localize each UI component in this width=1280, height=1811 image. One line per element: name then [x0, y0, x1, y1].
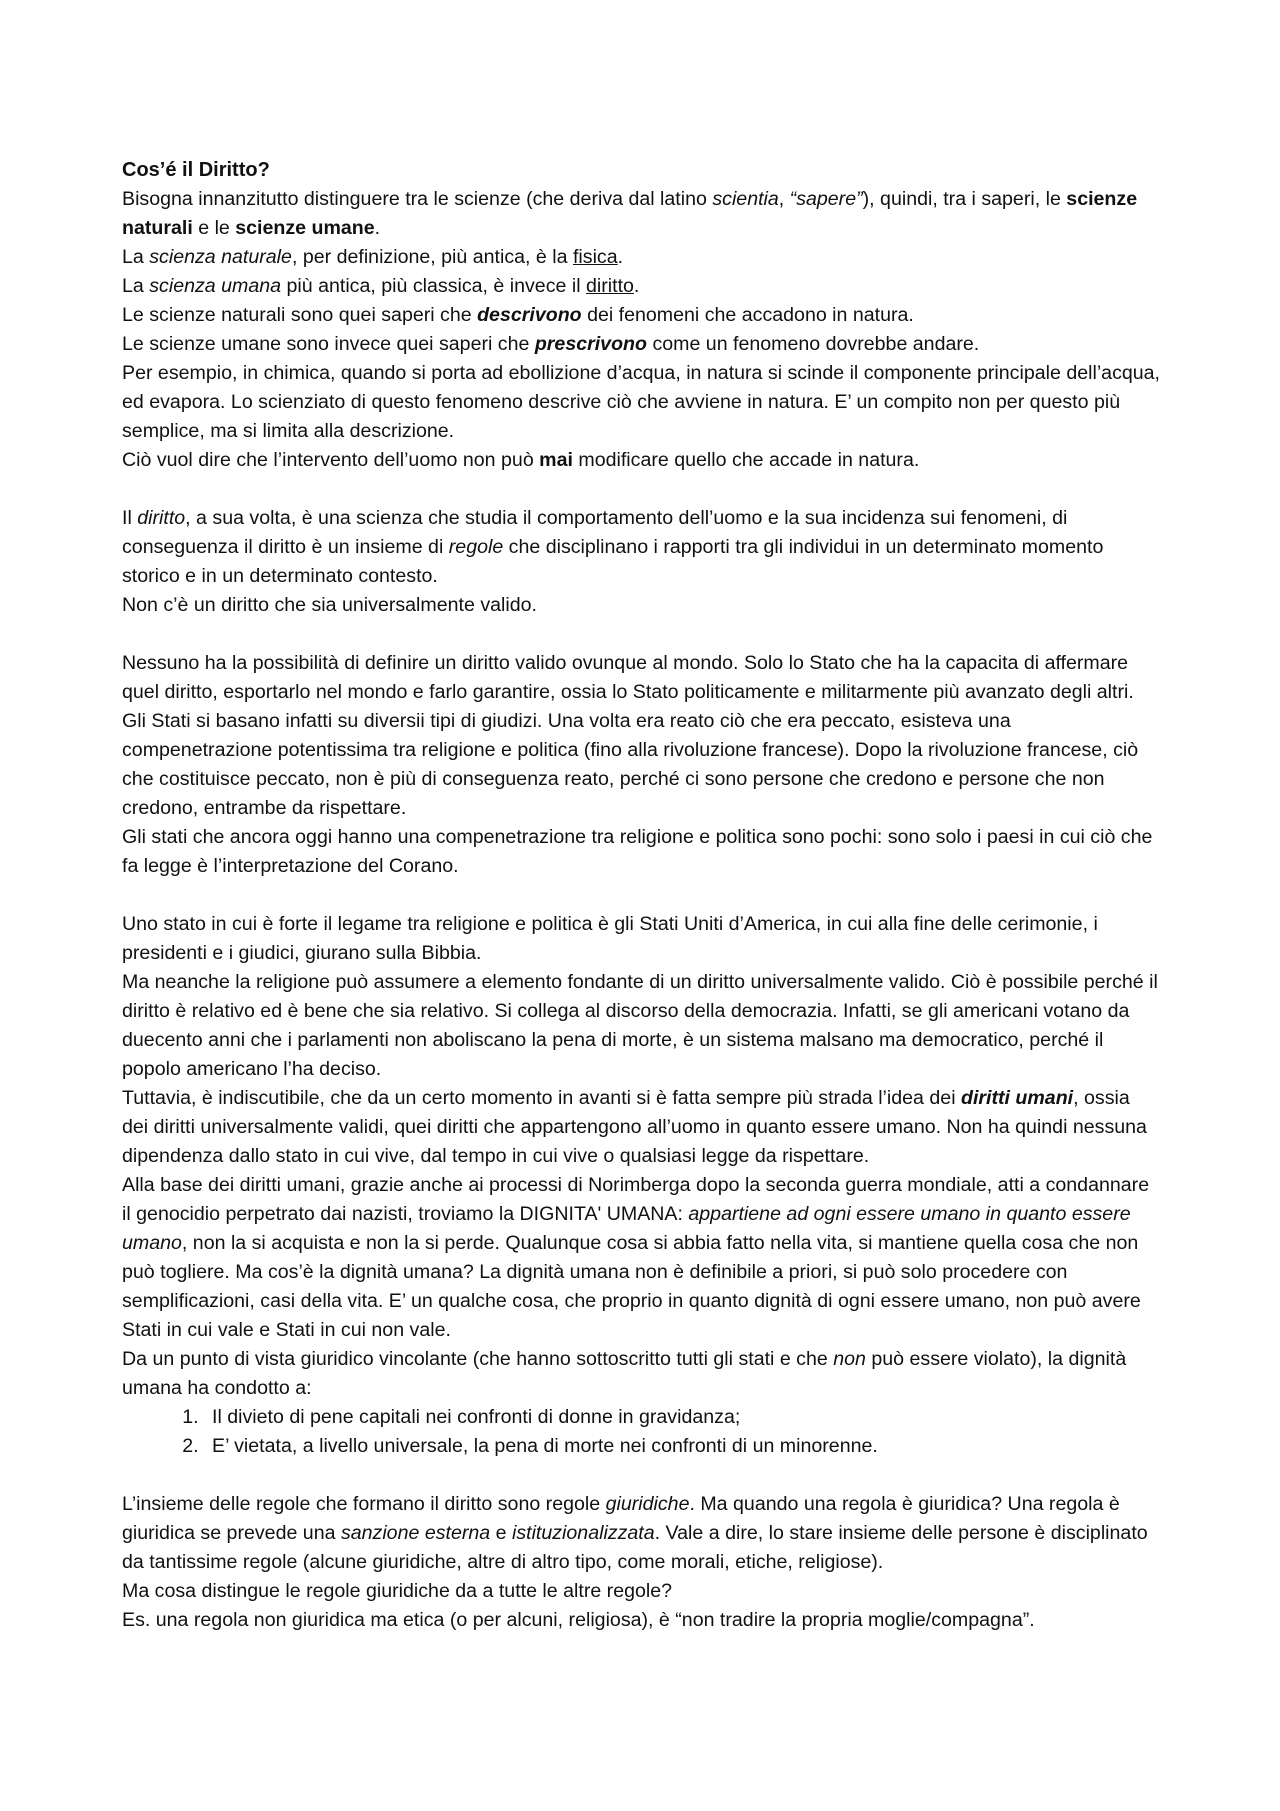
- paragraph-scienze: Bisogna innanzitutto distinguere tra le scienze (che deriva dal latino scientia, “sapere”), quindi, tra i saperi, le scienze naturali e le scienze umane.: [122, 188, 1138, 239]
- paragraph-non-universale: Non c’è un diritto che sia universalmente valido.: [122, 594, 537, 616]
- list-item: 2. E’ vietata, a livello universale, la pena di morte nei confronti di un minorenne.: [204, 1432, 1160, 1461]
- paragraph-dignita-umana: Alla base dei diritti umani, grazie anche ai processi di Norimberga dopo la seconda guerra mondiale, atti a condannare il genocidio perpetrato dai nazisti, troviamo la DIGNITA' UMANA: appartiene ad ogni essere umano in quanto essere umano, non la si acquista e non la si perde. Qualunque cosa si abbia fatto nella vita, si mantiene quella cosa che non può togliere. Ma cos’è la dignità umana? La dignità umana non è definibile a priori, si può solo procedere con semplificazioni, casi della vita. E’ un qualche cosa, che proprio in quanto dignità di ogni essere umano, non può avere Stati in cui vale e Stati in cui non vale.: [122, 1174, 1150, 1341]
- paragraph-gap: [122, 1461, 1160, 1490]
- paragraph-gap: [122, 620, 1160, 649]
- paragraph-diritti-umani: Tuttavia, è indiscutibile, che da un certo momento in avanti si è fatta sempre più strada l’idea dei diritti umani, ossia dei diritti universalmente validi, quei diritti che appartengono all’uomo in quanto essere umano. Non ha quindi nessuna dipendenza dallo stato in cui vive, dal tempo in cui vive o qualsiasi legge da rispettare.: [122, 1087, 1147, 1167]
- page-title: Cos’é il Diritto?: [122, 159, 270, 181]
- paragraph-scienza-umana: La scienza umana più antica, più classica, è invece il diritto.: [122, 275, 640, 297]
- paragraph-religione: Ma neanche la religione può assumere a elemento fondante di un diritto universalmente valido. Ciò è possibile perché il diritto è relativo ed è bene che sia relativo. Si collega al discorso della democrazia. Infatti, se gli americani votano da duecento anni che i parlamenti non aboliscano la pena di morte, è un sistema malsano ma democratico, perché il popolo americano l’ha deciso.: [122, 971, 1158, 1080]
- paragraph-descrivono: Le scienze naturali sono quei saperi che descrivono dei fenomeni che accadono in natura.: [122, 304, 914, 326]
- numbered-list: [122, 1403, 1160, 1461]
- paragraph-nessuno: Nessuno ha la possibilità di definire un diritto valido ovunque al mondo. Solo lo Stato che ha la capacita di affermare quel diritto, esportarlo nel mondo e farlo garantire, ossia lo Stato politicamente e militarmente più avanzato degli altri. Gli Stati si basano infatti su diversii tipi di giudizi. Una volta era reato ciò che era peccato, esisteva una compenetrazione potentissima tra religione e politica (fino alla rivoluzione francese). Dopo la rivoluzione francese, ciò che costituisce peccato, non è più di conseguenza reato, perché ci sono persone che credono e persone che non credono, entrambe da rispettare.: [122, 652, 1139, 819]
- paragraph-gap: [122, 881, 1160, 910]
- paragraph-scienza-naturale: La scienza naturale, per definizione, più antica, è la fisica.: [122, 246, 624, 268]
- paragraph-corano: Gli stati che ancora oggi hanno una compenetrazione tra religione e politica sono pochi: sono solo i paesi in cui ciò che fa legge è l’interpretazione del Corano.: [122, 826, 1153, 877]
- paragraph-diritto-scienza: Il diritto, a sua volta, è una scienza che studia il comportamento dell’uomo e la sua incidenza sui fenomeni, di conseguenza il diritto è un insieme di regole che disciplinano i rapporti tra gli individui in un determinato momento storico e in un determinato contesto.: [122, 507, 1104, 587]
- paragraph-intervento-uomo: Ciò vuol dire che l’intervento dell’uomo non può mai modificare quello che accade in natura.: [122, 449, 920, 471]
- paragraph-gap: [122, 475, 1160, 504]
- paragraph-regole-giuridiche: L’insieme delle regole che formano il diritto sono regole giuridiche. Ma quando una regola è giuridica? Una regola è giuridica se prevede una sanzione esterna e istituzionalizzata. Vale a dire, lo stare insieme delle persone è disciplinato da tantissime regole (alcune giuridiche, altre di altro tipo, come morali, etiche, religiose).: [122, 1493, 1148, 1573]
- paragraph-prescrivono: Le scienze umane sono invece quei saperi che prescrivono come un fenomeno dovrebbe andare.: [122, 333, 980, 355]
- paragraph-domanda-regole: Ma cosa distingue le regole giuridiche da a tutte le altre regole?: [122, 1580, 673, 1602]
- paragraph-vincolante: Da un punto di vista giuridico vincolante (che hanno sottoscritto tutti gli stati e che non può essere violato), la dignità umana ha condotto a:: [122, 1348, 1127, 1399]
- paragraph-esempio-etica: Es. una regola non giuridica ma etica (o per alcuni, religiosa), è “non tradire la propria moglie/compagna”.: [122, 1609, 1035, 1631]
- paragraph-esempio-chimica: Per esempio, in chimica, quando si porta ad ebollizione d’acqua, in natura si scinde il componente principale dell’acqua, ed evapora. Lo scienziato di questo fenomeno descrive ciò che avviene in natura. E’ un compito non per questo più semplice, ma si limita alla descrizione.: [122, 362, 1160, 442]
- list-item: 1. Il divieto di pene capitali nei confronti di donne in gravidanza;: [204, 1403, 1160, 1432]
- paragraph-stati-uniti: Uno stato in cui è forte il legame tra religione e politica è gli Stati Uniti d’America, in cui alla fine delle cerimonie, i presidenti e i giudici, giurano sulla Bibbia.: [122, 913, 1098, 964]
